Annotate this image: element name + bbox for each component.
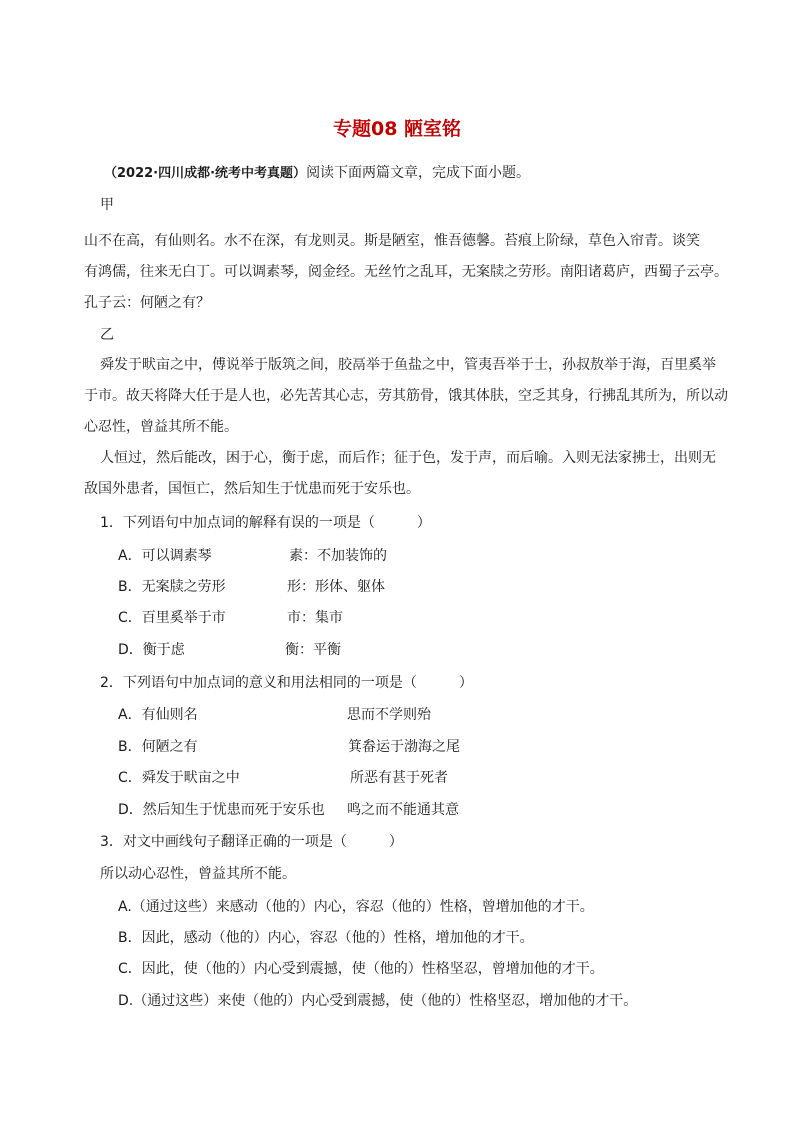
option-left[interactable]: A．有仙则名 bbox=[118, 707, 198, 723]
option-right: 所恶有甚于死者 bbox=[350, 770, 448, 786]
option-left[interactable]: D．衡于虑 bbox=[118, 642, 185, 658]
intro-text: 阅读下面两篇文章，完成下面小题。 bbox=[306, 165, 531, 181]
option-left[interactable]: D．然后知生于忧患而死于安乐也 bbox=[118, 802, 325, 818]
option-left[interactable]: D.（通过这些）来使（他的）内心受到震撼，使（他的）性格坚忍，增加他的才干。 bbox=[118, 993, 638, 1009]
option-left[interactable]: B．因此，感动（他的）内心，容忍（他的）性格，增加他的才干。 bbox=[118, 930, 534, 946]
option-right: 形：形体、躯体 bbox=[287, 579, 385, 595]
passage-b-line: 于市。故天将降大任于是人也，必先苦其心志，劳其筋骨，饿其体肤，空乏其身，行拂乱其所为，所以动 bbox=[84, 388, 728, 404]
option-left[interactable]: A．可以调素琴 bbox=[118, 548, 212, 564]
option-right: 鸣之而不能通其意 bbox=[347, 802, 459, 818]
passage-a-line: 有鸿儒，往来无白丁。可以调素琴，阅金经。无丝竹之乱耳，无案牍之劳形。南阳诸葛庐，西蜀子云亭。 bbox=[84, 264, 728, 280]
option-right: 箕畚运于渤海之尾 bbox=[348, 739, 460, 755]
option-left[interactable]: B．何陋之有 bbox=[118, 739, 198, 755]
question-stem: 1．下列语句中加点词的解释有误的一项是（ ） bbox=[100, 515, 431, 531]
option-right: 素：不加装饰的 bbox=[289, 548, 387, 564]
page-title: 专题08 陋室铭 bbox=[332, 118, 462, 140]
passage-a-line: 山不在高，有仙则名。水不在深，有龙则灵。斯是陋室，惟吾德馨。苔痕上阶绿，草色入帘青。谈笑 bbox=[84, 233, 700, 249]
option-left[interactable]: C．百里奚举于市 bbox=[118, 610, 226, 626]
passage-b-line: 心忍性，曾益其所不能。 bbox=[84, 419, 238, 435]
passage-b-line: 人恒过，然后能改，困于心，衡于虑，而后作；征于色，发于声，而后喻。入则无法家拂士，出则无 bbox=[100, 450, 716, 466]
passage-a-label: 甲 bbox=[100, 197, 114, 213]
passage-a-line: 孔子云：何陋之有？ bbox=[84, 295, 210, 311]
passage-b-line: 舜发于畎亩之中，傅说举于版筑之间，胶鬲举于鱼盐之中，管夷吾举于士，孙叔敖举于海，百里奚举 bbox=[100, 357, 716, 373]
intro-source: （2022·四川成都·统考中考真题） bbox=[104, 166, 307, 181]
option-left[interactable]: C．因此，使（他的）内心受到震撼，使（他的）性格坚忍，曾增加他的才干。 bbox=[118, 961, 604, 977]
option-left[interactable]: B．无案牍之劳形 bbox=[118, 579, 226, 595]
option-right: 衡：平衡 bbox=[285, 642, 341, 658]
passage-b-label: 乙 bbox=[100, 327, 114, 343]
question-sentence: 所以动心忍性，曾益其所不能。 bbox=[100, 866, 296, 882]
question-stem: 2．下列语句中加点词的意义和用法相同的一项是（ ） bbox=[100, 675, 473, 691]
passage-b-line: 敌国外患者，国恒亡，然后知生于忧患而死于安乐也。 bbox=[84, 481, 420, 497]
question-stem: 3．对文中画线句子翻译正确的一项是（ ） bbox=[100, 834, 403, 850]
intro-line bbox=[104, 164, 530, 183]
option-left[interactable]: C．舜发于畎亩之中 bbox=[118, 770, 240, 786]
option-left[interactable]: A.（通过这些）来感动（他的）内心，容忍（他的）性格，曾增加他的才干。 bbox=[118, 899, 594, 915]
option-right: 市：集市 bbox=[287, 610, 343, 626]
option-right: 思而不学则殆 bbox=[347, 707, 431, 723]
